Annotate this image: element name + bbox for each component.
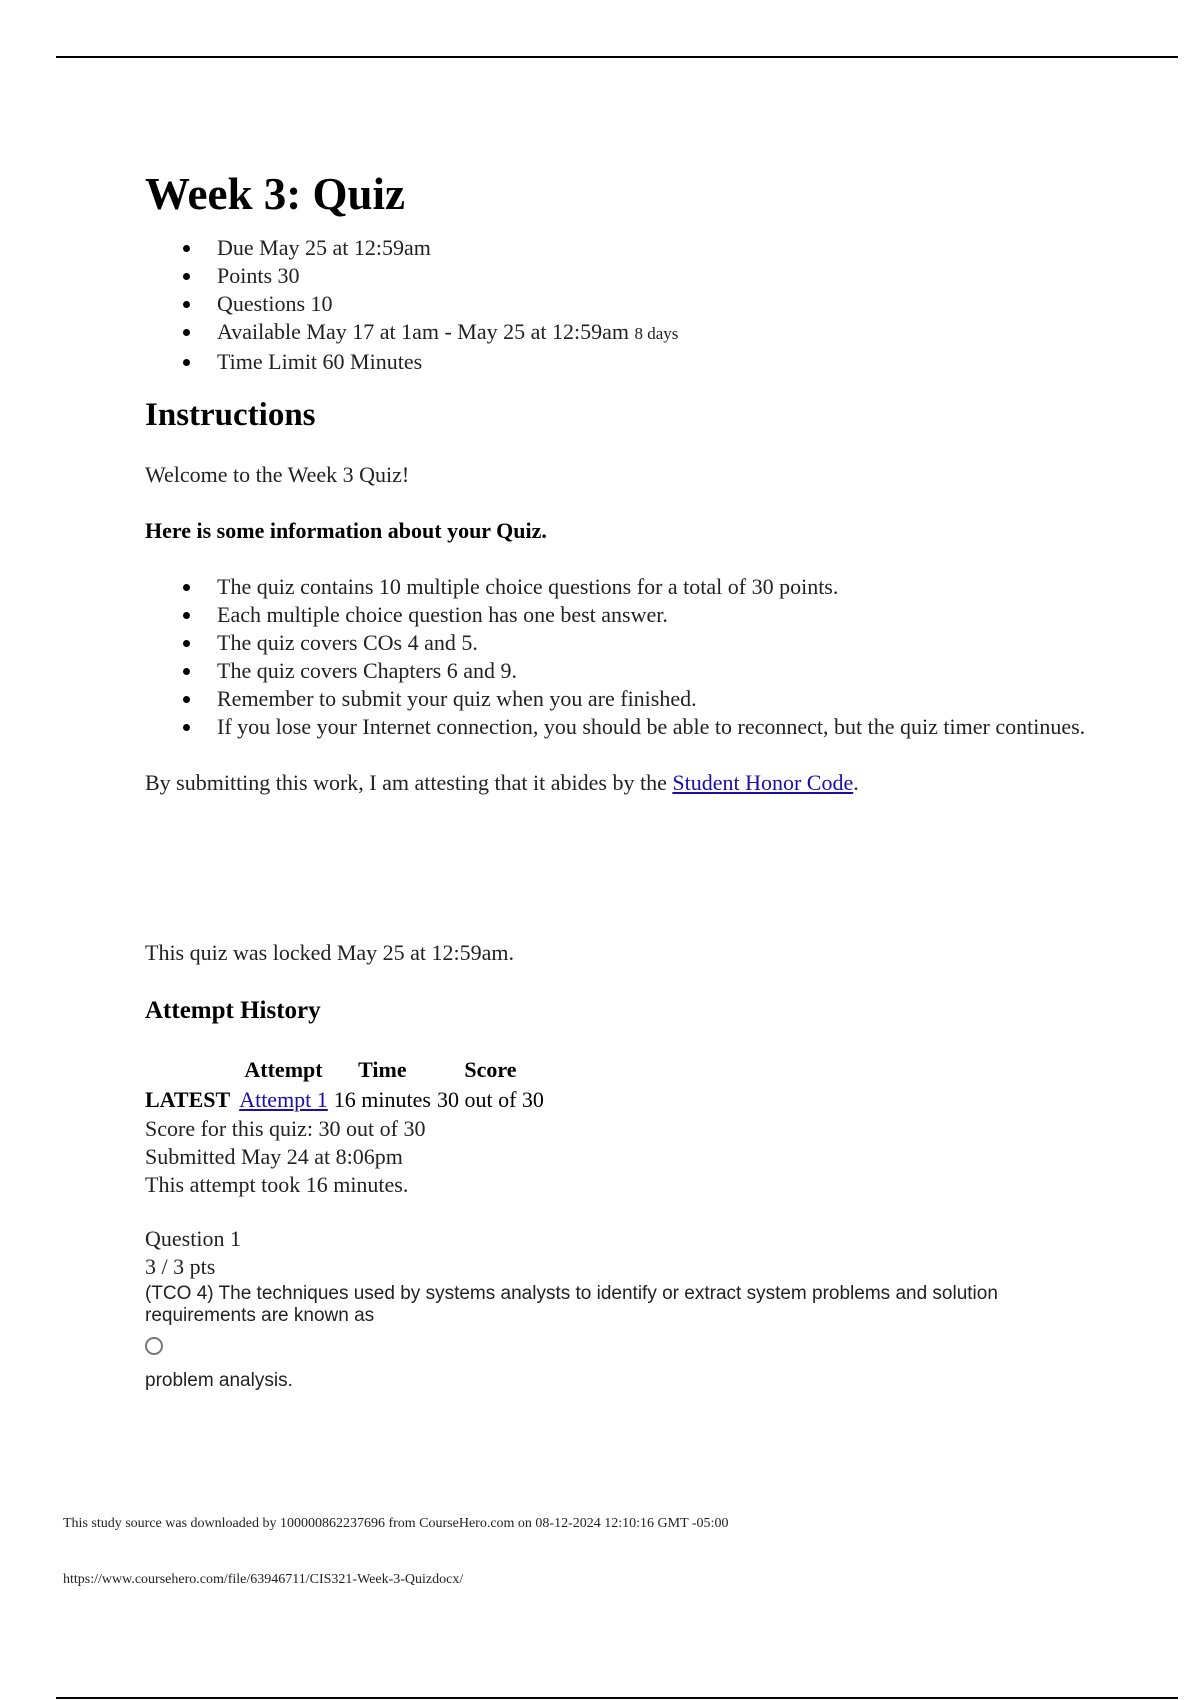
list-item: The quiz contains 10 multiple choice questions for a total of 30 points. (145, 573, 1105, 601)
download-source-footer: This study source was downloaded by 100000862237696 from CourseHero.com on 08-12-2024 12:10:16 GMT -05:00 (63, 1516, 729, 1531)
header-empty (145, 1055, 236, 1085)
latest-label: LATEST (145, 1087, 231, 1113)
question-block (145, 1225, 1105, 1392)
quiz-content (145, 170, 1105, 1392)
table-header-row (145, 1055, 547, 1085)
attempt-details (145, 1115, 1105, 1199)
answer-radio-wrap (145, 1327, 1105, 1360)
quiz-score: Score for this quiz: 30 out of 30 (145, 1116, 426, 1142)
header-attempt: Attempt (244, 1057, 323, 1083)
list-item: If you lose your Internet connection, you should be able to reconnect, but the quiz timer continues. (145, 713, 1105, 741)
welcome-text: Welcome to the Week 3 Quiz! (145, 462, 410, 488)
list-item: Each multiple choice question has one best answer. (145, 601, 1105, 629)
submitted-time: Submitted May 24 at 8:06pm (145, 1144, 403, 1170)
locked-notice: This quiz was locked May 25 at 12:59am. (145, 940, 515, 966)
attempt-cell (236, 1085, 331, 1115)
header-time: Time (358, 1057, 407, 1083)
radio-icon[interactable] (145, 1337, 163, 1355)
header-score: Score (464, 1057, 517, 1083)
list-item: Remember to submit your quiz when you are finished. (145, 685, 1105, 713)
meta-points: Points 30 (145, 262, 1105, 290)
source-url-footer: https://www.coursehero.com/file/63946711/CIS321-Week-3-Quizdocx/ (63, 1572, 464, 1587)
list-item: The quiz covers Chapters 6 and 9. (145, 657, 1105, 685)
honor-statement: By submitting this work, I am attesting that it abides by the Student Honor Code. (145, 770, 859, 796)
attempt-duration: This attempt took 16 minutes. (145, 1172, 409, 1198)
question-points: 3 / 3 pts (145, 1254, 216, 1280)
meta-time-limit: Time Limit 60 Minutes (145, 348, 1105, 376)
available-duration: 8 days (634, 323, 679, 343)
bottom-rule (56, 1697, 1178, 1699)
answer-text: problem analysis. (145, 1370, 293, 1392)
question-number: Question 1 (145, 1226, 241, 1252)
meta-available: Available May 17 at 1am - May 25 at 12:59am 8 days (145, 318, 1105, 348)
top-rule (56, 56, 1178, 58)
attempt-history-heading: Attempt History (145, 997, 321, 1025)
info-heading: Here is some information about your Quiz. (145, 518, 547, 544)
attempt-1-link[interactable]: Attempt 1 (239, 1087, 328, 1113)
time-cell: 16 minutes (333, 1087, 431, 1113)
table-row (145, 1085, 547, 1115)
question-text: (TCO 4) The techniques used by systems analysts to identify or extract system problems and solution requirements are known as (145, 1283, 998, 1327)
meta-questions: Questions 10 (145, 290, 1105, 318)
meta-due: Due May 25 at 12:59am (145, 234, 1105, 262)
list-item: The quiz covers COs 4 and 5. (145, 629, 1105, 657)
attempt-history-table (145, 1055, 547, 1115)
page-title: Week 3: Quiz (145, 169, 405, 219)
instructions-heading: Instructions (145, 396, 316, 433)
instructions-list (145, 573, 1105, 741)
student-honor-code-link[interactable]: Student Honor Code (672, 770, 854, 796)
score-cell: 30 out of 30 (436, 1087, 544, 1113)
quiz-meta-list (145, 234, 1105, 376)
